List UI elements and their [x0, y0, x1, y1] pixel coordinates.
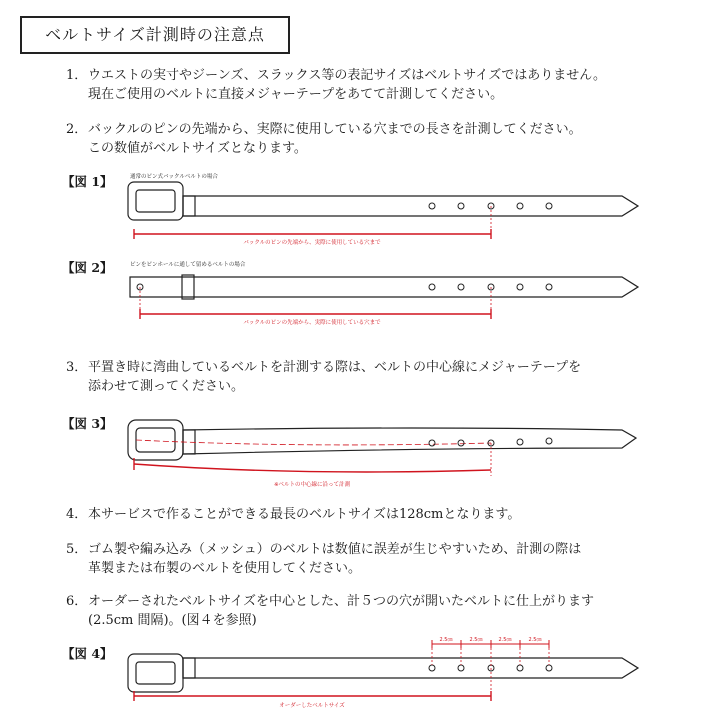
- note-text-cont: 革製または布製のベルトを使用してください。: [88, 561, 362, 576]
- belt-holes: [429, 438, 552, 446]
- measure-caption: ※ベルトの中心線に沿って計測: [273, 482, 351, 488]
- belt-shape: [128, 654, 638, 692]
- note-number: 2．: [66, 122, 88, 137]
- figure-2-caption: ピンをピンホールに通して留めるベルトの場合: [130, 262, 246, 268]
- note-text-cont: (2.5cm 間隔)。(図４を参照): [88, 613, 257, 628]
- measure-caption: バックルのピンの先端から、実際に使用している穴まで: [243, 320, 381, 326]
- measure-caption: オーダーしたベルトサイズ: [279, 703, 345, 709]
- belt-hole: [546, 665, 552, 671]
- belt-holes: [429, 203, 552, 209]
- note-number: 1．: [66, 68, 88, 83]
- belt-hole: [458, 440, 464, 446]
- belt-hole: [517, 284, 523, 290]
- belt-hole: [458, 284, 464, 290]
- note-number: 5．: [66, 542, 88, 557]
- figure-3-label: 【図 3】: [62, 416, 113, 431]
- belt-hole: [546, 203, 552, 209]
- figure-4-diagram: [0, 634, 720, 714]
- belt-shape: [130, 275, 638, 299]
- measure-caption: バックルのピンの先端から、実際に使用している穴まで: [243, 240, 381, 246]
- belt-hole: [429, 440, 435, 446]
- note-text-cont: 添わせて測ってください。: [88, 379, 245, 394]
- spacing-label: 2.5㎝: [469, 637, 483, 643]
- figure-2-label: 【図 2】: [62, 260, 113, 275]
- note-5: [66, 540, 581, 578]
- note-2: [66, 120, 582, 158]
- belt-holes: [429, 665, 552, 671]
- center-line: [136, 440, 491, 445]
- note-text: 平置き時に湾曲しているベルトを計測する際は、ベルトの中心線にメジャーテープを: [88, 360, 582, 375]
- belt-shape: [128, 182, 638, 220]
- belt-hole: [429, 284, 435, 290]
- note-number: 3．: [66, 360, 88, 375]
- belt-hole: [429, 203, 435, 209]
- figure-4-label: 【図 4】: [62, 646, 113, 661]
- note-1: [66, 66, 606, 104]
- figure-3-diagram: [0, 410, 720, 495]
- note-text: ゴム製や編み込み（メッシュ）のベルトは数値に誤差が生じやすいため、計測の際は: [88, 542, 582, 557]
- note-4: [66, 505, 520, 524]
- figure-1-label: 【図 1】: [62, 174, 113, 189]
- hole-guides: [432, 648, 549, 696]
- figure-2-diagram: [0, 258, 720, 338]
- note-text: ウエストの実寸やジーンズ、スラックス等の表記サイズはベルトサイズではありません。: [88, 68, 607, 83]
- belt-hole: [458, 665, 464, 671]
- note-6: [66, 592, 594, 630]
- belt-holes: [137, 284, 552, 290]
- note-text: オーダーされたベルトサイズを中心とした、計５つの穴が開いたベルトに仕上がります: [88, 594, 594, 609]
- note-text-cont: 現在ご使用のベルトに直接メジャーテープをあてて計測してください。: [88, 87, 504, 102]
- figure-1-caption: 通常のピン式バックルベルトの場合: [130, 174, 218, 180]
- note-number: 4．: [66, 507, 88, 522]
- belt-hole: [546, 438, 552, 444]
- measure-line: [134, 443, 491, 476]
- note-3: [66, 358, 581, 396]
- belt-hole: [458, 203, 464, 209]
- belt-hole: [546, 284, 552, 290]
- belt-hole: [517, 439, 523, 445]
- spacing-label: 2.5㎝: [498, 637, 512, 643]
- belt-hole: [429, 665, 435, 671]
- belt-shape: [128, 420, 636, 460]
- measure-line: [134, 206, 491, 239]
- note-number: 6．: [66, 594, 88, 609]
- measure-line: [140, 287, 491, 319]
- figure-1-diagram: [0, 170, 720, 250]
- note-text: 本サービスで作ることができる最長のベルトサイズは128cmとなります。: [88, 507, 521, 522]
- belt-hole: [517, 665, 523, 671]
- measure-line: [134, 691, 491, 701]
- note-text-cont: この数値がベルトサイズとなります。: [88, 141, 307, 156]
- note-text: バックルのピンの先端から、実際に使用している穴までの長さを計測してください。: [88, 122, 582, 137]
- belt-hole: [517, 203, 523, 209]
- spacing-label: 2.5㎝: [528, 637, 542, 643]
- page-title: ベルトサイズ計測時の注意点: [20, 16, 290, 54]
- spacing-label: 2.5㎝: [439, 637, 453, 643]
